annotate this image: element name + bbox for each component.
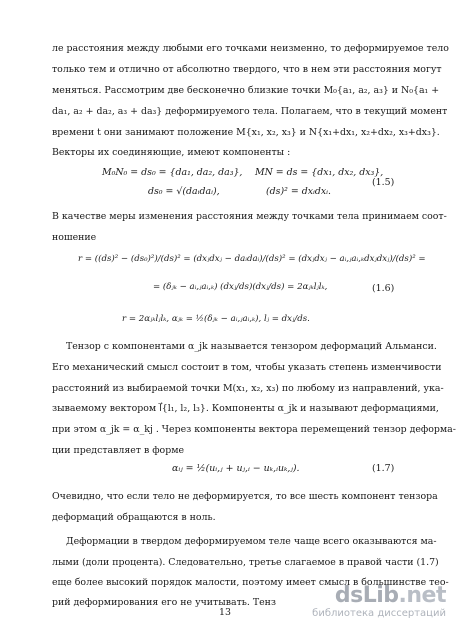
text-line: меняться. Рассмотрим две бесконечно близкие точки M₀{a₁, a₂, a₃} и N₀{a₁ + (52, 85, 440, 96)
text-line: ношение (52, 232, 97, 243)
text-line: ле расстояния между любыми его точками неизменно, то деформируемое тело (52, 43, 449, 54)
equation-1-5-d: (ds)² = dxᵢdxᵢ. (266, 186, 332, 197)
equation-1-5-c: ds₀ = √(daᵢdaᵢ), (148, 186, 220, 197)
text-line: еще более высокий порядок малости, поэтому имеет смысл в большинстве тео- (52, 577, 449, 588)
text-line: лыми (доли процента). Следовательно, третье слагаемое в правой части (1.7) (52, 557, 439, 568)
text-line: деформаций обращаются в ноль. (52, 512, 216, 523)
equation-1-6-b: = (δⱼₖ − aᵢ,ⱼaᵢ,ₖ) (dxⱼ/ds)(dxⱼ/ds) = 2αⱼₖlⱼlₖ, (153, 282, 328, 292)
text-line: расстояний из выбираемой точки M(x₁, x₂, x₃) по любому из направлений, ука- (52, 383, 444, 394)
equation-number: (1.7) (372, 463, 395, 474)
text-line: Тензор с компонентами α_jk называется тензором деформаций Альманси. (66, 341, 437, 352)
equation-1-5-a: M₀N₀ = ds₀ = {da₁, da₂, da₃}, (102, 167, 243, 178)
text-line: рий деформирования его не учитывать. Тенз (52, 597, 276, 608)
equation-1-6-c: r = 2αⱼₖlⱼlₖ, αⱼₖ = ½(δⱼₖ − aᵢ,ⱼaᵢ,ₖ), lⱼ = dxⱼ/ds. (122, 314, 310, 324)
text-line: Векторы их соединяющие, имеют компоненты : (52, 147, 291, 158)
page-number: 13 (219, 607, 231, 618)
text-line: только тем и отлично от абсолютно твердого, что в нем эти расстояния могут (52, 64, 442, 75)
watermark-logo: dsLib.net (334, 583, 446, 608)
watermark (296, 584, 446, 620)
text-line: Деформации в твердом деформируемом теле чаще всего оказываются ма- (66, 536, 437, 547)
text-line: В качестве меры изменения расстояния между точками тела принимаем соот- (52, 211, 447, 222)
equation-1-7: αᵢⱼ = ½(uᵢ,ⱼ + uⱼ,ᵢ − uₖ,ᵢuₖ,ⱼ). (172, 463, 300, 474)
text-line: da₁, a₂ + da₂, a₃ + da₃} деформируемого тела. Полагаем, что в текущий момент (52, 106, 448, 117)
text-line: зываемому вектором l⃗{l₁, l₂, l₃}. Компоненты α_jk и называют деформациями, (52, 403, 439, 414)
equation-1-5-b: MN = ds = {dx₁, dx₂, dx₃}, (255, 167, 384, 178)
watermark-subtitle: библиотека диссертаций (312, 608, 446, 619)
text-line: времени t они занимают положение M{x₁, x₂, x₃} и N{x₁+dx₁, x₂+dx₂, x₃+dx₃}. (52, 127, 440, 138)
equation-number: (1.5) (372, 177, 395, 188)
text-line: Очевидно, что если тело не деформируется, то все шесть компонент тензора (52, 491, 438, 502)
text-line: Его механический смысл состоит в том, чтобы указать степень изменчивости (52, 362, 442, 373)
equation-1-6-a: r = ((ds)² − (ds₀)²)/(ds)² = (dxⱼdxⱼ − daᵢdaᵢ)/(ds)² = (dxⱼdxⱼ − aᵢ,ⱼaᵢ,ₖdxⱼdxⱼ)/(ds)² = (78, 254, 426, 264)
text-line: при этом α_jk = α_kj . Через компоненты вектора перемещений тензор деформа- (52, 424, 456, 435)
text-line: ции представляет в форме (52, 445, 185, 456)
equation-number: (1.6) (372, 283, 395, 294)
